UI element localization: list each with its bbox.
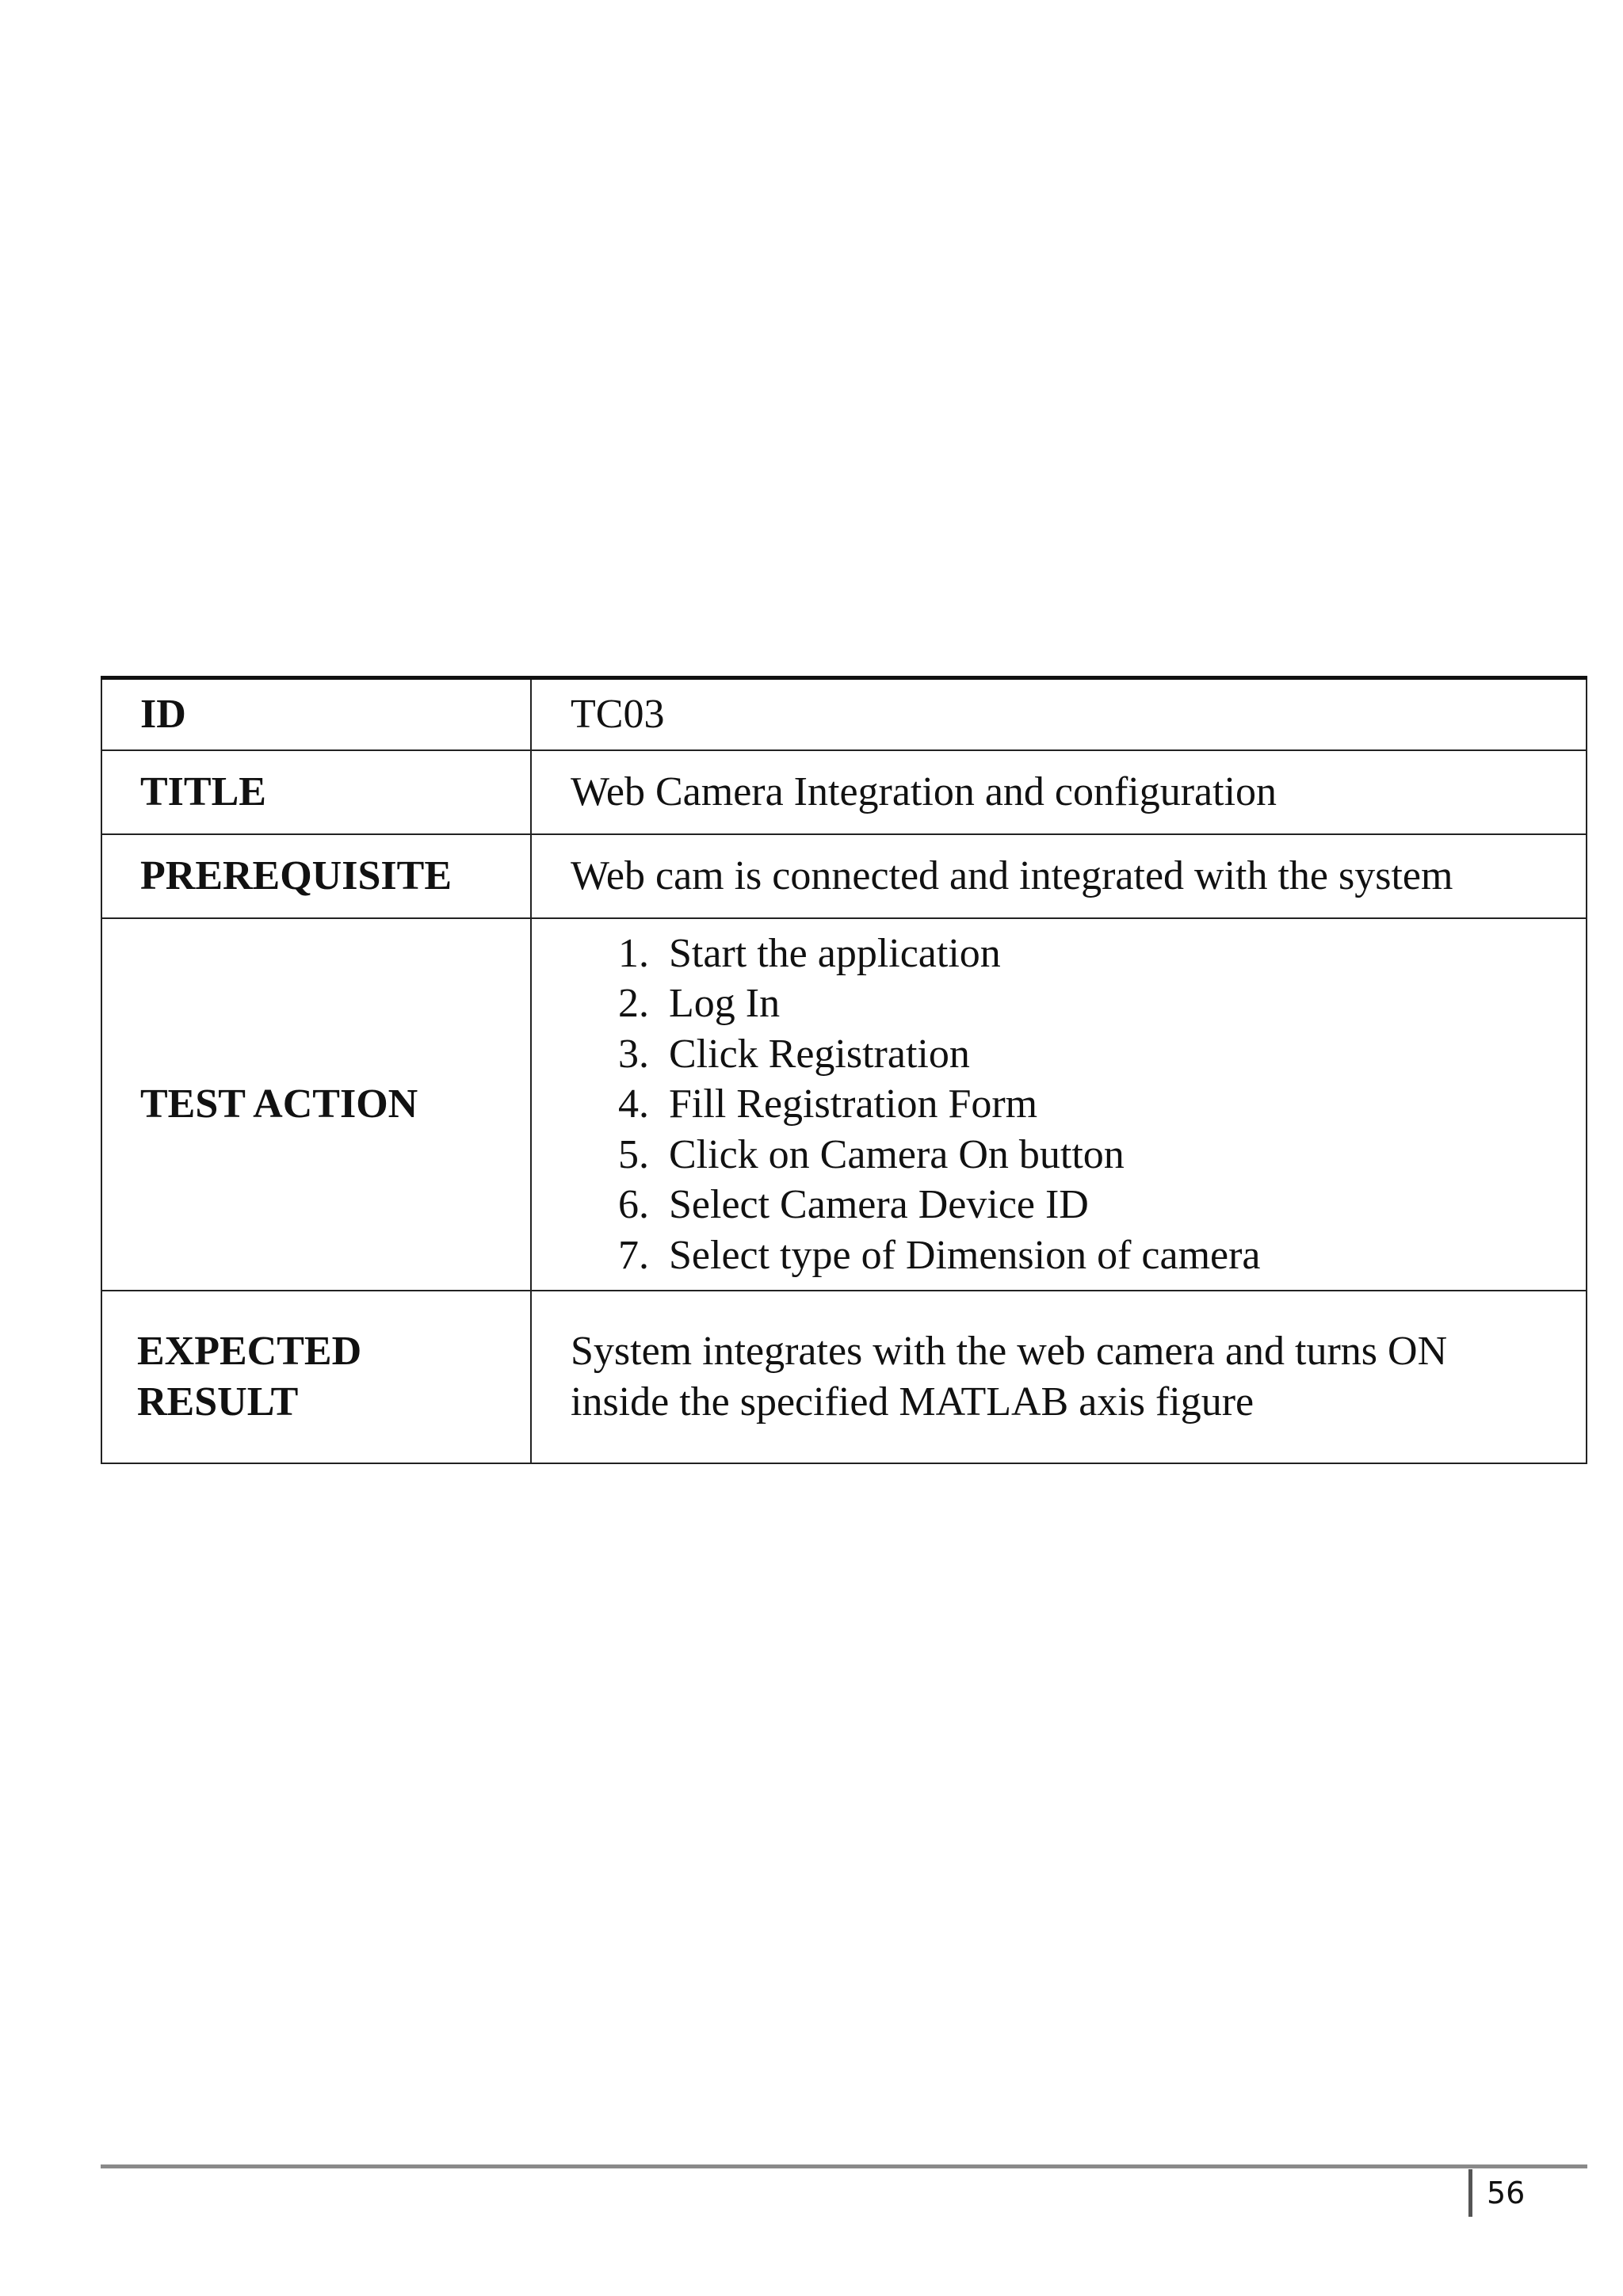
test-case-table [101, 676, 1587, 1464]
list-item-text: Click Registration [669, 1031, 970, 1077]
expected-result-label [101, 1291, 531, 1463]
list-item-text: Fill Registration Form [669, 1081, 1038, 1127]
test-action-cell [531, 918, 1587, 1291]
title-value: Web Camera Integration and configuration [531, 750, 1587, 834]
list-item-text: Select Camera Device ID [669, 1182, 1089, 1228]
list-item-text: Click on Camera On button [669, 1131, 1125, 1177]
list-item-text: Log In [669, 981, 781, 1027]
list-item-text: Start the application [669, 930, 1001, 976]
table-row-prerequisite [101, 834, 1587, 918]
list-item [618, 1079, 1562, 1130]
prerequisite-label: PREREQUISITE [101, 834, 531, 918]
list-item-number: 5. [618, 1131, 649, 1177]
list-item-number: 4. [618, 1081, 649, 1127]
expected-result-line: System integrates with the web camera and turns ON [571, 1329, 1448, 1374]
table-row-expected-result [101, 1291, 1587, 1463]
page-number: 56 [1487, 2176, 1526, 2210]
test-action-label: TEST ACTION [101, 918, 531, 1291]
list-item [618, 978, 1562, 1029]
id-value: TC03 [531, 678, 1587, 751]
table-row-id [101, 678, 1587, 751]
footer-rule [101, 2164, 1587, 2168]
title-label: TITLE [101, 750, 531, 834]
list-item-text: Select type of Dimension of camera [669, 1232, 1261, 1278]
page-number-divider [1468, 2169, 1472, 2217]
expected-result-value [531, 1291, 1587, 1463]
list-item-number: 2. [618, 981, 649, 1027]
list-item-number: 1. [618, 930, 649, 976]
list-item [618, 1180, 1562, 1230]
expected-result-label-line: EXPECTED [137, 1329, 362, 1374]
id-label: ID [101, 678, 531, 751]
list-item [618, 929, 1562, 979]
list-item [618, 1130, 1562, 1180]
list-item-number: 7. [618, 1232, 649, 1278]
test-action-list [571, 929, 1562, 1281]
expected-result-line: inside the specified MATLAB axis figure [571, 1379, 1254, 1425]
list-item-number: 6. [618, 1182, 649, 1228]
list-item-number: 3. [618, 1031, 649, 1077]
table-row-title [101, 750, 1587, 834]
list-item [618, 1230, 1562, 1281]
table-row-test-action [101, 918, 1587, 1291]
prerequisite-value: Web cam is connected and integrated with the system [531, 834, 1587, 918]
list-item [618, 1029, 1562, 1080]
expected-result-label-line: RESULT [137, 1379, 299, 1425]
